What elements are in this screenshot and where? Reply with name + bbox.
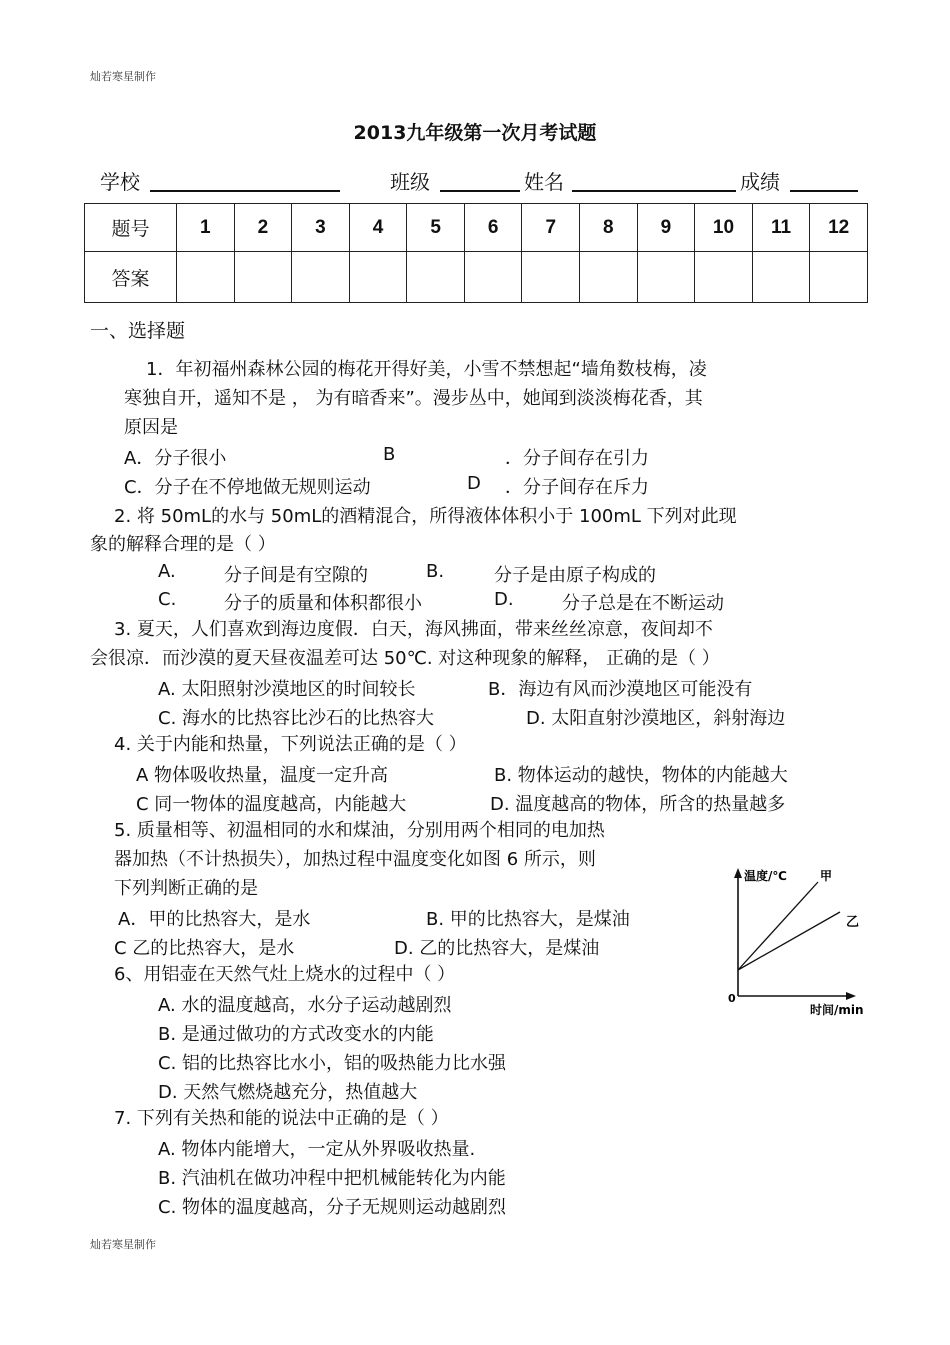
name-field[interactable] [572,168,736,192]
q4-option-d: D. 温度越高的物体，所含的热量越多 [490,794,786,815]
footer-note: 灿若寒星制作 [90,1238,156,1251]
school-field[interactable] [150,168,340,192]
question-number: 2 [234,204,292,252]
question-number: 3 [292,204,350,252]
q2-option-a-key: A. [158,561,176,582]
question-number: 12 [810,204,868,252]
question-number: 9 [637,204,695,252]
question-number: 6 [464,204,522,252]
q6-line1: 6、用铝壶在天然气灶上烧水的过程中（ ） [114,964,456,985]
answer-cell[interactable] [522,252,580,303]
q5-option-d: D. 乙的比热容大，是煤油 [394,938,600,959]
q1-line1: 1．年初福州森林公园的梅花开得好美，小雪不禁想起“墙角数枝梅，凌 [146,359,707,380]
q1-line3: 原因是 [124,417,178,438]
q2-option-b: 分子是由原子构成的 [494,565,656,586]
series-jia-label: 甲 [820,869,833,883]
q6-option-b: B. 是通过做功的方式改变水的内能 [158,1024,434,1045]
q5-option-c: C 乙的比热容大，是水 [114,938,295,959]
answer-cell[interactable] [464,252,522,303]
q2-option-c: 分子的质量和体积都很小 [224,593,422,614]
class-field[interactable] [440,168,520,192]
x-axis-label: 时间/min [810,1003,864,1017]
number-row [85,204,868,252]
answer-cell[interactable] [810,252,868,303]
q5-line1: 5. 质量相等、初温相同的水和煤油，分别用两个相同的电加热 [114,820,605,841]
page-title: 2013九年级第一次月考试题 [353,122,597,144]
question-number: 8 [580,204,638,252]
q1-option-c: C．分子在不停地做无规则运动 [124,477,371,498]
q6-option-c: C. 铝的比热容比水小，铝的吸热能力比水强 [158,1053,507,1074]
q2-option-b-key: B. [426,561,445,582]
q4-line1: 4. 关于内能和热量，下列说法正确的是（ ） [114,734,467,755]
origin-label: 0 [728,992,736,1005]
question-number: 4 [349,204,407,252]
number-row-label: 题号 [85,204,177,252]
q7-option-a: A. 物体内能增大，一定从外界吸收热量. [158,1139,476,1160]
q4-option-c: C 同一物体的温度越高，内能越大 [136,794,407,815]
answer-row-label: 答案 [85,252,177,303]
answer-cell[interactable] [234,252,292,303]
q6-option-a: A. 水的温度越高，水分子运动越剧烈 [158,995,452,1016]
answer-table [84,203,868,303]
class-label: 班级 [390,170,430,194]
answer-cell[interactable] [637,252,695,303]
question-number: 11 [752,204,810,252]
q5-option-b: B. 甲的比热容大，是煤油 [426,909,630,930]
q3-option-c: C. 海水的比热容比沙石的比热容大 [158,708,435,729]
q1-line2: 寒独自开，遥知不是 ， 为有暗香来”。漫步丛中，她闻到淡淡梅花香，其 [124,388,703,409]
question-number: 1 [177,204,235,252]
q7-option-c: C. 物体的温度越高，分子无规则运动越剧烈 [158,1197,507,1218]
q6-option-d: D. 天然气燃烧越充分，热值越大 [158,1082,418,1103]
score-label: 成绩 [740,170,780,194]
school-label: 学校 [100,170,140,194]
answer-cell[interactable] [580,252,638,303]
q3-option-b: B．海边有风而沙漠地区可能没有 [488,679,753,700]
q5-line3: 下列判断正确的是 [114,878,258,899]
q3-line1: 3. 夏天，人们喜欢到海边度假．白天，海风拂面，带来丝丝凉意，夜间却不 [114,619,713,640]
series-yi-line [738,912,840,970]
q2-option-d-key: D. [494,589,514,610]
q2-option-a: 分子间是有空隙的 [224,565,368,586]
question-number: 10 [695,204,753,252]
x-axis-arrow [846,992,856,1000]
q4-option-b: B. 物体运动的越快，物体的内能越大 [494,765,788,786]
q2-option-c-key: C. [158,589,177,610]
q7-line1: 7. 下列有关热和能的说法中正确的是（ ） [114,1108,449,1129]
q1-option-b: ．分子间存在引力 [505,448,649,469]
q1-option-d-key: D [467,473,481,494]
q3-line2: 会很凉．而沙漠的夏天昼夜温差可达 50℃. 对这种现象的解释， 正确的是（ ） [90,648,720,669]
answer-cell[interactable] [695,252,753,303]
answer-cell[interactable] [407,252,465,303]
q2-line1: 2. 将 50mL的水与 50mL的酒精混合，所得液体体积小于 100mL 下列对此现 [114,506,737,527]
q4-option-a: A 物体吸收热量，温度一定升高 [136,765,389,786]
series-yi-label: 乙 [846,915,860,930]
q1-option-d: ．分子间存在斥力 [505,477,649,498]
q7-option-b: B. 汽油机在做功冲程中把机械能转化为内能 [158,1168,506,1189]
q5-line2: 器加热（不计热损失），加热过程中温度变化如图 6 所示，则 [114,849,596,870]
series-jia-line [738,882,818,970]
q2-line2: 象的解释合理的是（ ） [90,534,276,555]
q3-option-d: D. 太阳直射沙漠地区，斜射海边 [526,708,786,729]
answer-cell[interactable] [177,252,235,303]
answer-cell[interactable] [752,252,810,303]
score-field[interactable] [790,168,858,192]
answer-row [85,252,868,303]
answer-cell[interactable] [292,252,350,303]
question-number: 7 [522,204,580,252]
y-axis-label: 温度/℃ [744,869,787,883]
name-label: 姓名 [524,170,564,194]
q5-option-a: A．甲的比热容大，是水 [118,909,311,930]
answer-cell[interactable] [349,252,407,303]
question-number: 5 [407,204,465,252]
section-heading: 一、选择题 [90,320,186,342]
q1-option-b-key: B [383,444,396,465]
q2-option-d: 分子总是在不断运动 [562,593,724,614]
temperature-time-graph [722,860,882,1022]
q3-option-a: A. 太阳照射沙漠地区的时间较长 [158,679,416,700]
header-note: 灿若寒星制作 [90,70,156,83]
q1-option-a: A．分子很小 [124,448,227,469]
y-axis-arrow [734,868,742,878]
